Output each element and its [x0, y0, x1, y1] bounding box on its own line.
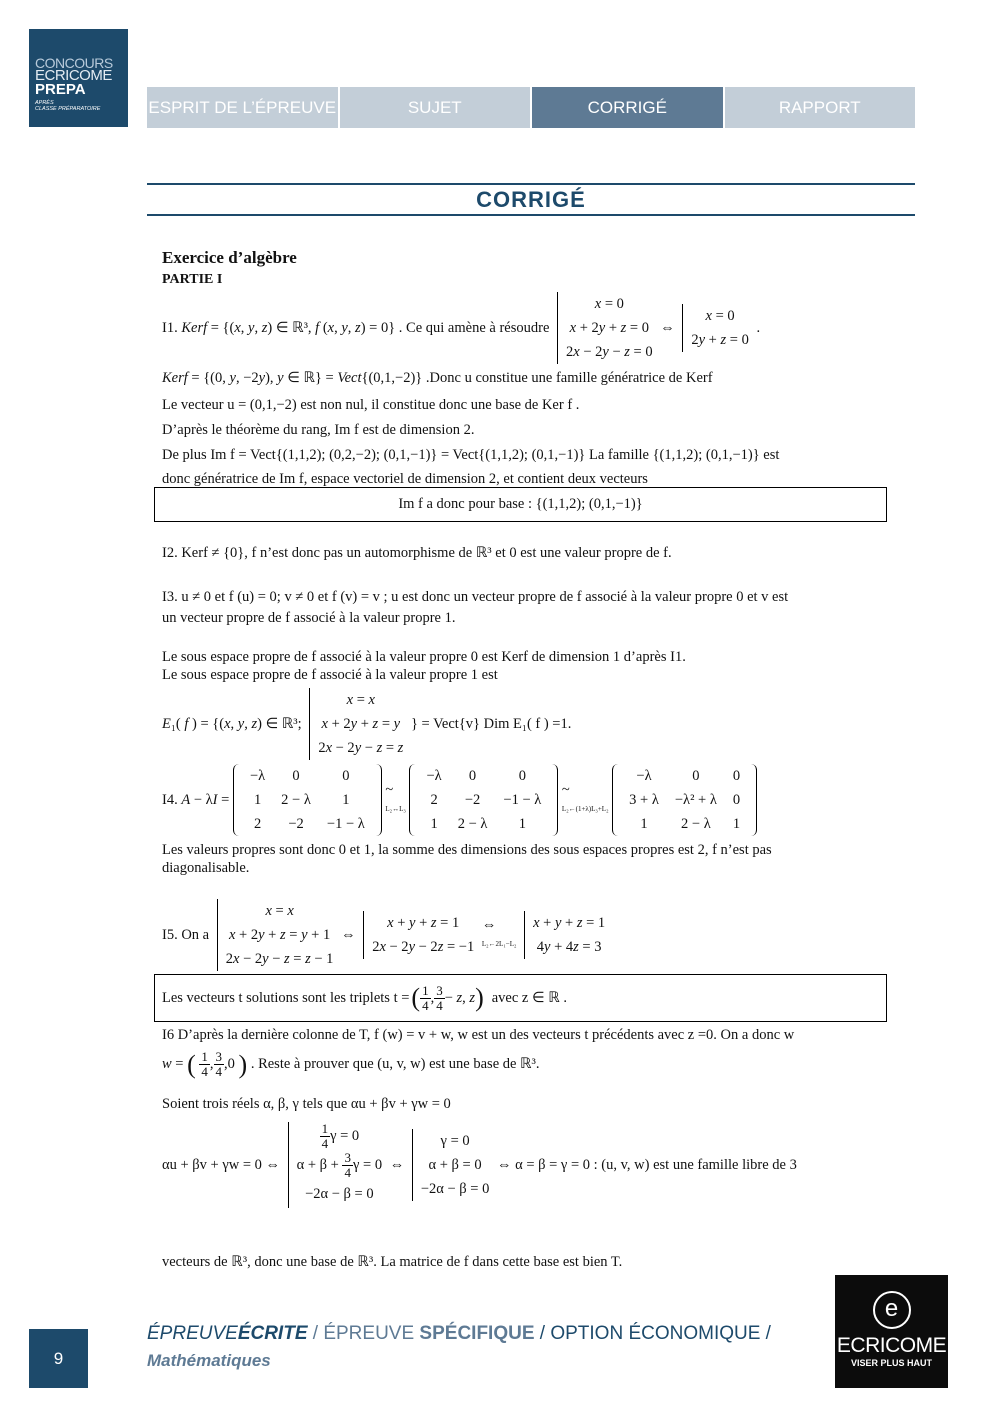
tab-esprit[interactable]: ESPRIT DE L’ÉPREUVE	[147, 87, 338, 128]
page-title: CORRIGÉ	[147, 183, 915, 216]
gen-line: donc génératrice de Im f, espace vectoriel de dimension 2, et contient deux vecteurs	[162, 471, 648, 487]
exercise-title: Exercice d’algèbre	[162, 248, 297, 267]
i2-line: I2. Kerf ≠ {0}, f n’est donc pas un automorphisme de ℝ³ et 0 est une valeur propre de f.	[162, 545, 672, 561]
soient-line: Soient trois réels α, β, γ tels que αu + βv + γw = 0	[162, 1096, 451, 1112]
rank-line: D’après le théorème du rang, Im f est de dimension 2.	[162, 422, 475, 438]
i4-line: I4. A − λI = −λ 0 0 1 2 − λ 1 2 −2 −1 − λ ~ L₂↔L₃ −λ 0 0 2 −2 −1 − λ 1 2 − λ 1 ~ L₂←(1+λ)L₃+L₂ −λ 0 0 3 + λ −λ² + λ 0 1 2 − λ 1	[162, 764, 757, 836]
tab-corrige[interactable]: CORRIGÉ	[532, 87, 723, 128]
logo-line1: CONCOURS	[35, 55, 113, 71]
footer-exam-type: ÉPREUVEÉCRITE / ÉPREUVE SPÉCIFIQUE / OPTION ÉCONOMIQUE /	[147, 1323, 771, 1344]
diag-line-b: diagonalisable.	[162, 860, 250, 876]
i6-line-b: w = ( $\frac{1}{4}$ , $\frac{3}{4}$ ,0 ) . Reste à prouver que (u, v, w) est une base de ℝ³.	[162, 1049, 540, 1079]
logo-line3: PREPA	[35, 81, 86, 98]
diag-line-a: Les valeurs propres sont donc 0 et 1, la somme des dimensions des sous espaces propres est 2, f n’est pas	[162, 842, 772, 858]
sep1-line: Le sous espace propre de f associé à la valeur propre 1 est	[162, 667, 498, 683]
nav-tabs	[147, 87, 915, 128]
i3-line-b: un vecteur propre de f associé à la valeur propre 1.	[162, 610, 456, 626]
im-basis-box: Im f a donc pour base : {(1,1,2); (0,1,−1)}	[154, 487, 887, 522]
footer-subject: Mathématiques	[147, 1351, 271, 1370]
e-logo-icon: e	[873, 1291, 911, 1329]
deplus-line: De plus Im f = Vect{(1,1,2); (0,2,−2); (0,1,−1)} = Vect{(1,1,2); (0,1,−1)} La famille {(1,1,2); (0,1,−1)} est	[162, 447, 780, 463]
e1-line: E₁( f ) = {(x, y, z) ∈ ℝ³; x = x x + 2y + z = y 2x − 2y − z = z } = Vect{v} Dim E₁( f ) =1.	[162, 688, 571, 760]
tab-sujet[interactable]: SUJET	[340, 87, 531, 128]
concours-logo	[29, 29, 128, 127]
logo-line2: ECRICOME	[35, 67, 112, 84]
i1-line: I1. Kerf = {(x, y, z) ∈ ℝ³, f (x, y, z) = 0} . Ce qui amène à résoudre x = 0 x + 2y + z = 0 2x − 2y − z = 0 ⇔ x = 0 2y + z = 0 .	[162, 292, 760, 364]
vec-u-line: Le vecteur u = (0,1,−2) est non nul, il constitue donc une base de Ker f .	[162, 397, 580, 413]
brand-name: ECRICOME	[836, 1334, 947, 1357]
conclusion-line: vecteurs de ℝ³, donc une base de ℝ³. La matrice de f dans cette base est bien T.	[162, 1254, 623, 1270]
i6-line-a: I6 D’après la dernière colonne de T, f (w) = v + w, w est un des vecteurs t précédents avec z =0. On a donc w	[162, 1027, 795, 1043]
solutions-box: Les vecteurs t solutions sont les triplets t = ( $\frac{1}{4}$ , $\frac{3}{4}$ − z, z ) avec z ∈ ℝ .	[154, 974, 887, 1022]
sep0-line: Le sous espace propre de f associé à la valeur propre 0 est Kerf de dimension 1 d’après I1.	[162, 649, 686, 665]
brand-tagline: VISER PLUS HAUT	[850, 1358, 932, 1368]
tab-rapport[interactable]: RAPPORT	[725, 87, 916, 128]
ecricome-logo	[835, 1275, 948, 1388]
i5-line: I5. On a x = x x + 2y + z = y + 1 2x − 2y − z = z − 1 ⇔ x + y + z = 1 2x − 2y − 2z = −1 ⇔ L₂←2L₁−L₂ x + y + z = 1 4y + 4z = 3	[162, 899, 609, 971]
part-title: PARTIE I	[162, 272, 223, 287]
i3-line-a: I3. u ≠ 0 et f (u) = 0; v ≠ 0 et f (v) = v ; u est donc un vecteur propre de f associé à la valeur propre 0 et v est	[162, 589, 789, 605]
libre-line: αu + βv + γw = 0 ⇔ $\frac{1}{4}$ γ = 0 α + β + $\frac{3}{4}$ γ = 0 −2α − β = 0 ⇔ γ = 0 α + β = 0 −2α − β = 0 ⇔ α = β = γ = 0 : (u, v, w) est une famille libre de 3	[162, 1122, 797, 1208]
logo-line4: APRÈS CLASSE PRÉPARATOIRE	[35, 100, 101, 112]
kerf-line: Kerf = {(0, y, −2y), y ∈ ℝ} = Vect{(0,1,−2)} .Donc u constitue une famille génératrice de Kerf	[162, 370, 713, 386]
page-number: 9	[29, 1329, 88, 1388]
